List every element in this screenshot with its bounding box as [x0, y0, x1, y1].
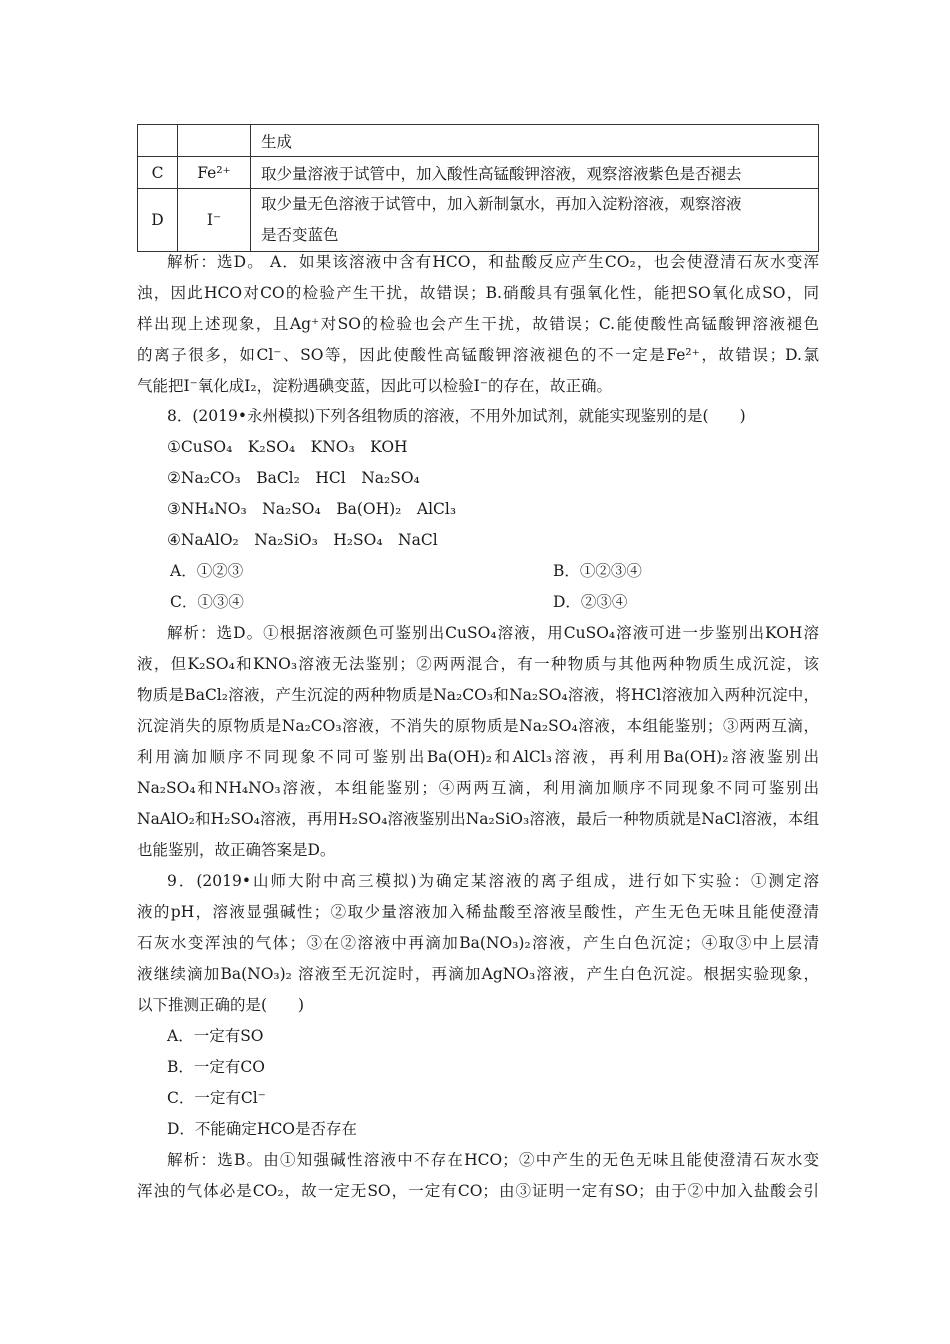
text-line: 物质是BaCl₂溶液，产生沉淀的两种物质是Na₂CO₃和Na₂SO₄溶液，将HCl溶液加入两种沉淀中， [137, 686, 819, 704]
reagent-table [137, 124, 819, 252]
text-line: 解析：选B。由①知强碱性溶液中不存在HCO；②中产生的无色无味且能使澄清石灰水变 [167, 1151, 819, 1169]
table-row [138, 189, 819, 252]
question-9-option-b: B．一定有CO [167, 1058, 265, 1076]
text-line: 浑浊的气体必是CO₂，故一定无SO，一定有CO；由③证明一定有SO；由于②中加入盐酸会引 [137, 1182, 819, 1200]
question-8-option-a: A．①②③ [170, 562, 244, 580]
table-cell-label: C [138, 157, 178, 189]
question-8-group-2: ②Na₂CO₃ BaCl₂ HCl Na₂SO₄ [167, 469, 420, 487]
text-line: 利用滴加顺序不同现象不同可鉴别出Ba(OH)₂和AlCl₃溶液，再利用Ba(OH)₂溶液鉴别出 [137, 748, 819, 766]
text-line: 的离子很多，如Cl⁻、SO等，因此使酸性高锰酸钾溶液褪色的不一定是Fe²⁺，故错误；D.氯 [137, 346, 819, 364]
text-line: 液的pH，溶液显强碱性；②取少量溶液加入稀盐酸至溶液呈酸性，产生无色无味且能使澄清 [137, 903, 819, 921]
question-9-option-a: A．一定有SO [167, 1027, 264, 1045]
question-9-option-d: D．不能确定HCO是否存在 [167, 1120, 358, 1138]
table-cell-method: 生成 [251, 125, 819, 157]
text-line: Na₂SO₄和NH₄NO₃溶液，本组能鉴别；④两两互滴，利用滴加顺序不同现象不同可鉴别出 [137, 779, 819, 797]
question-8-option-d: D．②③④ [553, 593, 628, 611]
question-9-stem: 9．(2019•山师大附中高三模拟)为确定某溶液的离子组成，进行如下实验：①测定溶 [167, 872, 819, 890]
text-line: 也能鉴别，故正确答案是D。 [137, 841, 336, 859]
question-9-option-c: C．一定有Cl⁻ [167, 1089, 266, 1107]
text-line: 液继续滴加Ba(NO₃)₂ 溶液至无沉淀时，再滴加AgNO₃溶液，产生白色沉淀。根据实验现象， [137, 965, 819, 983]
text-line: 浊，因此HCO对CO的检验产生干扰，故错误；B.硝酸具有强氧化性，能把SO氧化成SO，同 [137, 284, 819, 302]
table-cell-ion: Fe²⁺ [178, 157, 251, 189]
text-line: 气能把I⁻氧化成I₂，淀粉遇碘变蓝，因此可以检验I⁻的存在，故正确。 [137, 377, 612, 395]
table-row [138, 125, 819, 157]
text-line: 样出现上述现象，且Ag⁺对SO的检验也会产生干扰，故错误；C.能使酸性高锰酸钾溶液褪色 [137, 315, 819, 333]
table-cell-ion: I⁻ [178, 189, 251, 252]
table-cell-method [251, 189, 819, 252]
table-cell-label: D [138, 189, 178, 252]
text-line: NaAlO₂和H₂SO₄溶液，再用H₂SO₄溶液鉴别出Na₂SiO₃溶液，最后一种物质就是NaCl溶液，本组 [137, 810, 819, 828]
text-line: 以下推测正确的是( ) [137, 996, 305, 1014]
text-line: 解析：选D。 A．如果该溶液中含有HCO，和盐酸反应产生CO₂，也会使澄清石灰水变浑 [167, 253, 819, 271]
table-cell-label [138, 125, 178, 157]
table-cell-method-line: 是否变蓝色 [261, 226, 339, 244]
text-line: 石灰水变浑浊的气体；③在②溶液中再滴加Ba(NO₃)₂溶液，产生白色沉淀；④取③中上层清 [137, 934, 819, 952]
question-8-group-3: ③NH₄NO₃ Na₂SO₄ Ba(OH)₂ AlCl₃ [167, 500, 457, 518]
question-8-option-b: B．①②③④ [553, 562, 642, 580]
text-line: 沉淀消失的原物质是Na₂CO₃溶液，不消失的原物质是Na₂SO₄溶液，本组能鉴别；③两两互滴， [137, 717, 819, 735]
table-cell-method: 取少量溶液于试管中，加入酸性高锰酸钾溶液，观察溶液紫色是否褪去 [251, 157, 819, 189]
question-8-group-4: ④NaAlO₂ Na₂SiO₃ H₂SO₄ NaCl [167, 531, 438, 549]
text-line: 液，但K₂SO₄和KNO₃溶液无法鉴别；②两两混合，有一种物质与其他两种物质生成沉淀，该 [137, 655, 819, 673]
table-cell-method-line: 取少量无色溶液于试管中，加入新制氯水，再加入淀粉溶液，观察溶液 [261, 195, 742, 213]
table-cell-ion [178, 125, 251, 157]
question-8-option-c: C．①③④ [170, 593, 244, 611]
text-line: 解析：选D。①根据溶液颜色可鉴别出CuSO₄溶液，用CuSO₄溶液可进一步鉴别出KOH溶 [167, 624, 819, 642]
table-row [138, 157, 819, 189]
question-8-group-1: ①CuSO₄ K₂SO₄ KNO₃ KOH [167, 438, 408, 456]
question-8-stem: 8．(2019•永州模拟)下列各组物质的溶液，不用外加试剂，就能实现鉴别的是( ) [167, 407, 746, 425]
